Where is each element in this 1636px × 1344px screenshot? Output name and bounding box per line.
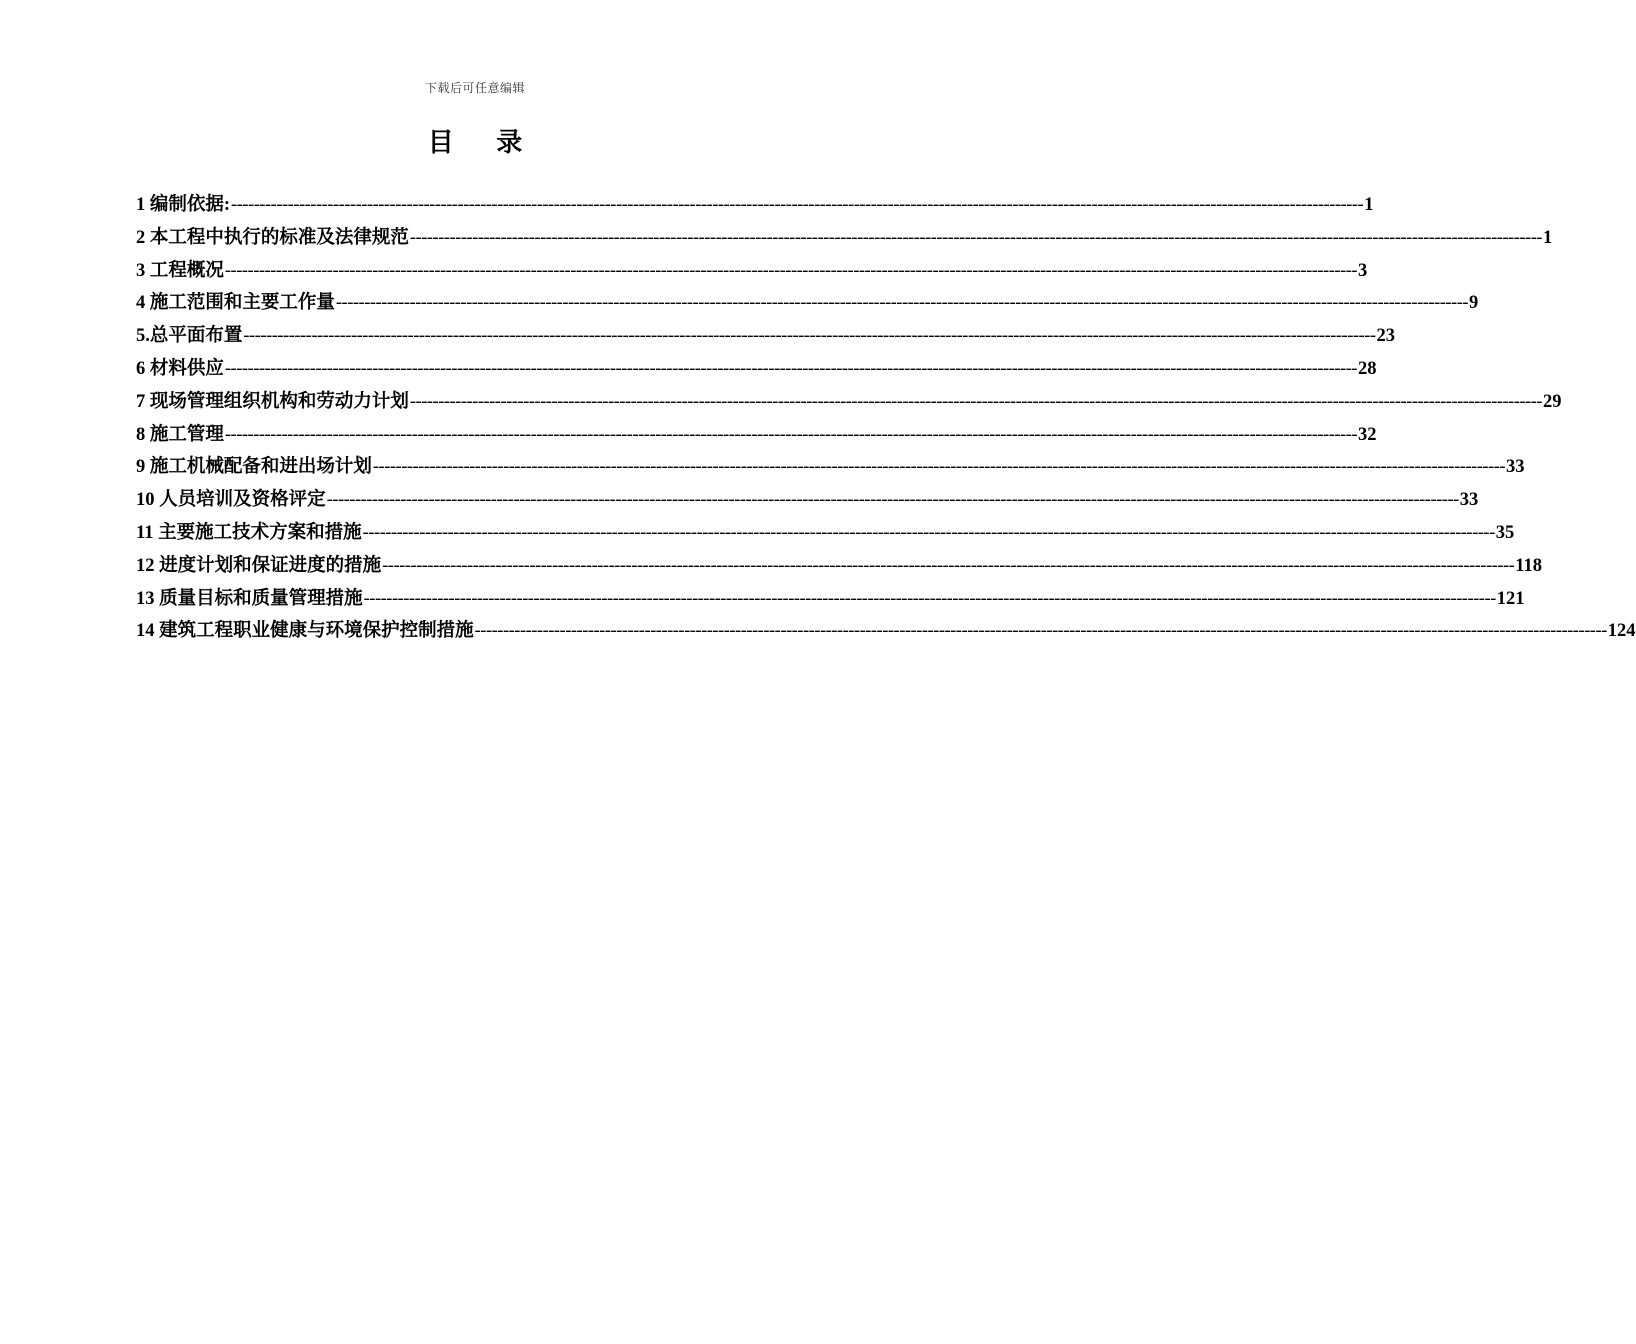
toc-entry[interactable] — [136, 616, 1636, 649]
toc-leader: -------------------------------------------------------------------------------------------------------------------------------------------------------------------------------------------------------- — [382, 555, 1515, 576]
toc-entry-page: 33 — [1506, 457, 1525, 478]
toc-entry[interactable] — [136, 485, 1479, 518]
toc-entry-page: 23 — [1376, 326, 1396, 347]
toc-entry[interactable] — [136, 321, 1396, 354]
toc-entry-label: 10 人员培训及资格评定 — [136, 490, 326, 511]
toc-entry-page: 29 — [1543, 391, 1562, 412]
toc-leader: -------------------------------------------------------------------------------------------------------------------------------------------------------------------------------------------------------- — [335, 293, 1469, 314]
toc-entry-label: 2 本工程中执行的标准及法律规范 — [136, 227, 409, 248]
toc-entry-page: 121 — [1496, 588, 1525, 609]
toc-leader: -------------------------------------------------------------------------------------------------------------------------------------------------------------------------------------------------------- — [224, 358, 1358, 379]
toc-title: 目 录 — [427, 128, 541, 157]
toc-entry[interactable] — [136, 354, 1377, 387]
toc-leader: -------------------------------------------------------------------------------------------------------------------------------------------------------------------------------------------------------- — [224, 260, 1358, 281]
toc-leader: -------------------------------------------------------------------------------------------------------------------------------------------------------------------------------------------------------- — [326, 490, 1459, 511]
toc-entry-label: 5.总平面布置 — [136, 326, 243, 347]
toc-leader: -------------------------------------------------------------------------------------------------------------------------------------------------------------------------------------------------------- — [363, 588, 1496, 609]
table-of-contents — [136, 190, 1636, 649]
toc-entry-label: 12 进度计划和保证进度的措施 — [136, 555, 382, 576]
toc-entry-label: 14 建筑工程职业健康与环境保护控制措施 — [136, 621, 474, 642]
toc-entry-label: 4 施工范围和主要工作量 — [136, 293, 335, 314]
toc-entry-label: 7 现场管理组织机构和劳动力计划 — [136, 391, 409, 412]
toc-leader: -------------------------------------------------------------------------------------------------------------------------------------------------------------------------------------------------------- — [231, 195, 1364, 215]
toc-entry-page: 1 — [1364, 195, 1374, 215]
toc-entry[interactable] — [136, 256, 1368, 289]
toc-entry[interactable] — [136, 190, 1374, 223]
toc-entry[interactable] — [136, 288, 1479, 321]
toc-entry-label: 9 施工机械配备和进出场计划 — [136, 457, 372, 478]
toc-leader: -------------------------------------------------------------------------------------------------------------------------------------------------------------------------------------------------------- — [372, 457, 1506, 478]
toc-leader: -------------------------------------------------------------------------------------------------------------------------------------------------------------------------------------------------------- — [224, 424, 1358, 445]
toc-entry[interactable] — [136, 584, 1525, 617]
toc-entry-page: 3 — [1358, 260, 1368, 281]
toc-entry-page: 35 — [1495, 522, 1515, 543]
toc-entry[interactable] — [136, 223, 1553, 256]
toc-entry-label: 6 材料供应 — [136, 358, 224, 379]
toc-leader: -------------------------------------------------------------------------------------------------------------------------------------------------------------------------------------------------------- — [474, 621, 1607, 642]
toc-entry-page: 124 — [1607, 621, 1636, 642]
toc-leader: -------------------------------------------------------------------------------------------------------------------------------------------------------------------------------------------------------- — [409, 227, 1543, 248]
toc-entry[interactable] — [136, 420, 1377, 453]
toc-entry[interactable] — [136, 518, 1515, 551]
toc-entry-page: 9 — [1469, 293, 1479, 314]
toc-entry-page: 118 — [1515, 555, 1543, 576]
toc-entry-label: 1 编制依据: — [136, 195, 231, 215]
toc-entry-page: 33 — [1459, 490, 1479, 511]
toc-entry-label: 13 质量目标和质量管理措施 — [136, 588, 363, 609]
toc-entry-label: 11 主要施工技术方案和措施 — [136, 522, 362, 543]
toc-leader: -------------------------------------------------------------------------------------------------------------------------------------------------------------------------------------------------------- — [409, 391, 1543, 412]
toc-entry-label: 3 工程概况 — [136, 260, 224, 281]
toc-entry-page: 32 — [1358, 424, 1377, 445]
toc-leader: -------------------------------------------------------------------------------------------------------------------------------------------------------------------------------------------------------- — [362, 522, 1495, 543]
toc-leader: -------------------------------------------------------------------------------------------------------------------------------------------------------------------------------------------------------- — [243, 326, 1376, 347]
toc-entry-page: 1 — [1543, 227, 1553, 248]
header-note: 下载后可任意编辑 — [424, 81, 525, 95]
toc-entry[interactable] — [136, 452, 1525, 485]
toc-entry[interactable] — [136, 387, 1562, 420]
toc-entry[interactable] — [136, 551, 1543, 584]
toc-entry-label: 8 施工管理 — [136, 424, 224, 445]
toc-entry-page: 28 — [1358, 358, 1377, 379]
